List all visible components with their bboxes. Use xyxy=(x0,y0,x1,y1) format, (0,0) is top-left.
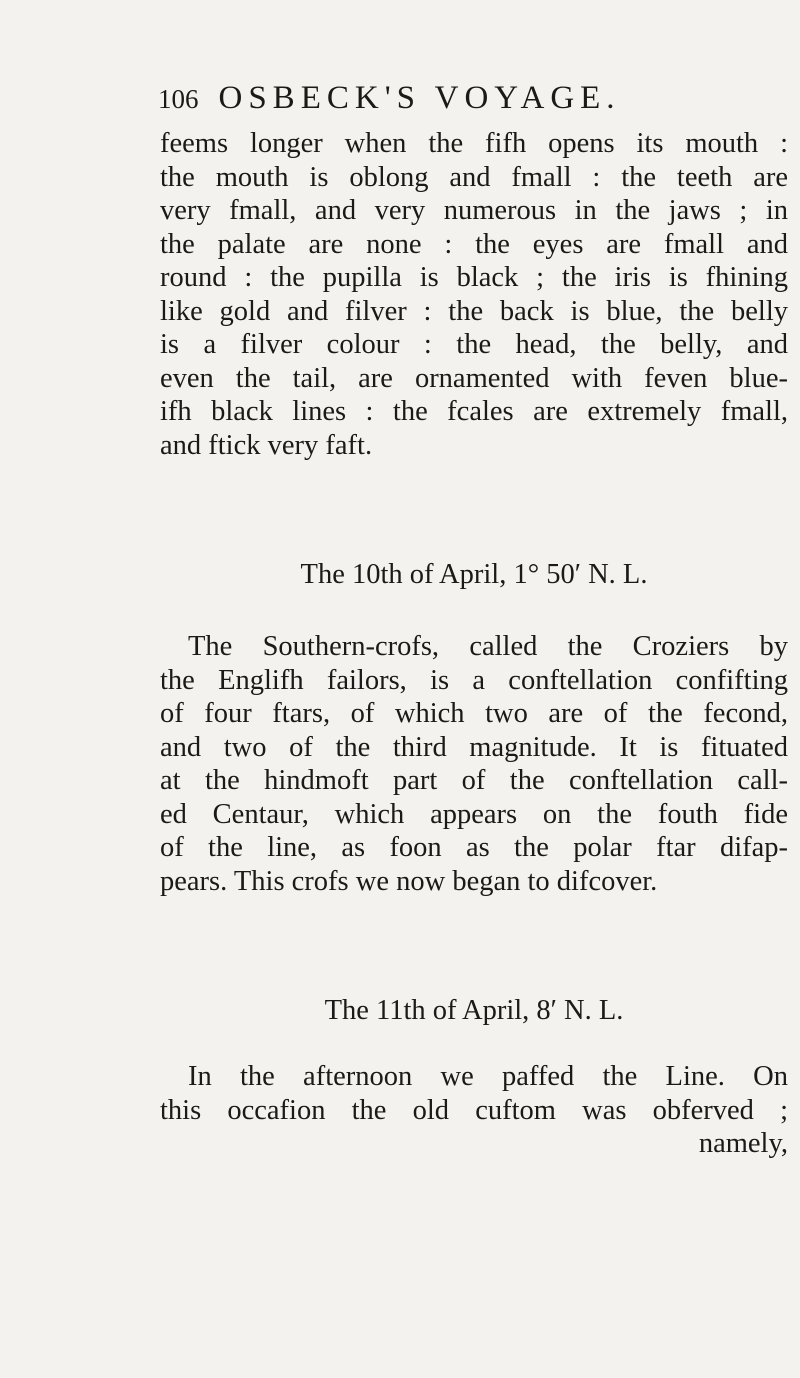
text-line: is a filver colour : the head, the belly, and xyxy=(160,329,788,360)
text-line: round : the pupilla is black ; the iris is fhining xyxy=(160,262,788,293)
running-title: OSBECK'S VOYAGE. xyxy=(218,80,621,116)
text-line: the palate are none : the eyes are fmall and xyxy=(160,228,788,260)
text-line: In the afternoon we paffed the Line. On xyxy=(188,1061,788,1092)
text-line: of the line, as foon as the polar ftar difap- xyxy=(160,832,788,863)
entry-date-11th-april xyxy=(160,994,788,1028)
text-line: like gold and filver : the back is blue, the belly xyxy=(160,295,788,327)
text-line: The Southern-crofs, called the Croziers by xyxy=(188,631,788,662)
text-line: even the tail, are ornamented with feven blue- xyxy=(160,362,788,394)
text-line: ifh black lines : the fcales are extremely fmall, xyxy=(160,396,788,427)
text-line: this occafion the old cuftom was obferved ; xyxy=(160,1094,788,1126)
text-line: and ftick very faft. xyxy=(160,429,373,461)
running-head xyxy=(158,78,658,118)
text-line: the mouth is oblong and fmall : the teeth are xyxy=(160,161,788,193)
text-line: of four ftars, of which two are of the fecond, xyxy=(160,698,788,729)
entry-date: The 11th of April, 8′ N. L. xyxy=(324,995,624,1026)
text-line: the Englifh failors, is a conftellation confifting xyxy=(160,664,788,696)
entry-date: The 10th of April, 1° 50′ N. L. xyxy=(300,559,648,590)
catchword: namely, xyxy=(698,1128,788,1159)
text-line: and two of the third magnitude. It is fituated xyxy=(160,731,788,763)
text-line: at the hindmoft part of the conftellation call- xyxy=(160,765,788,796)
text-line: ed Centaur, which appears on the fouth fide xyxy=(160,798,788,830)
page-number: 106 xyxy=(158,84,199,114)
entry-date-10th-april xyxy=(160,558,788,592)
paragraph-fish-description xyxy=(160,127,788,462)
text-line: pears. This crofs we now began to difcover. xyxy=(160,865,658,897)
text-line: very fmall, and very numerous in the jaws ; in xyxy=(160,195,788,226)
paragraph-southern-cross xyxy=(160,630,788,898)
paragraph-crossing-line xyxy=(160,1060,788,1161)
text-line: feems longer when the fifh opens its mouth : xyxy=(160,128,788,159)
